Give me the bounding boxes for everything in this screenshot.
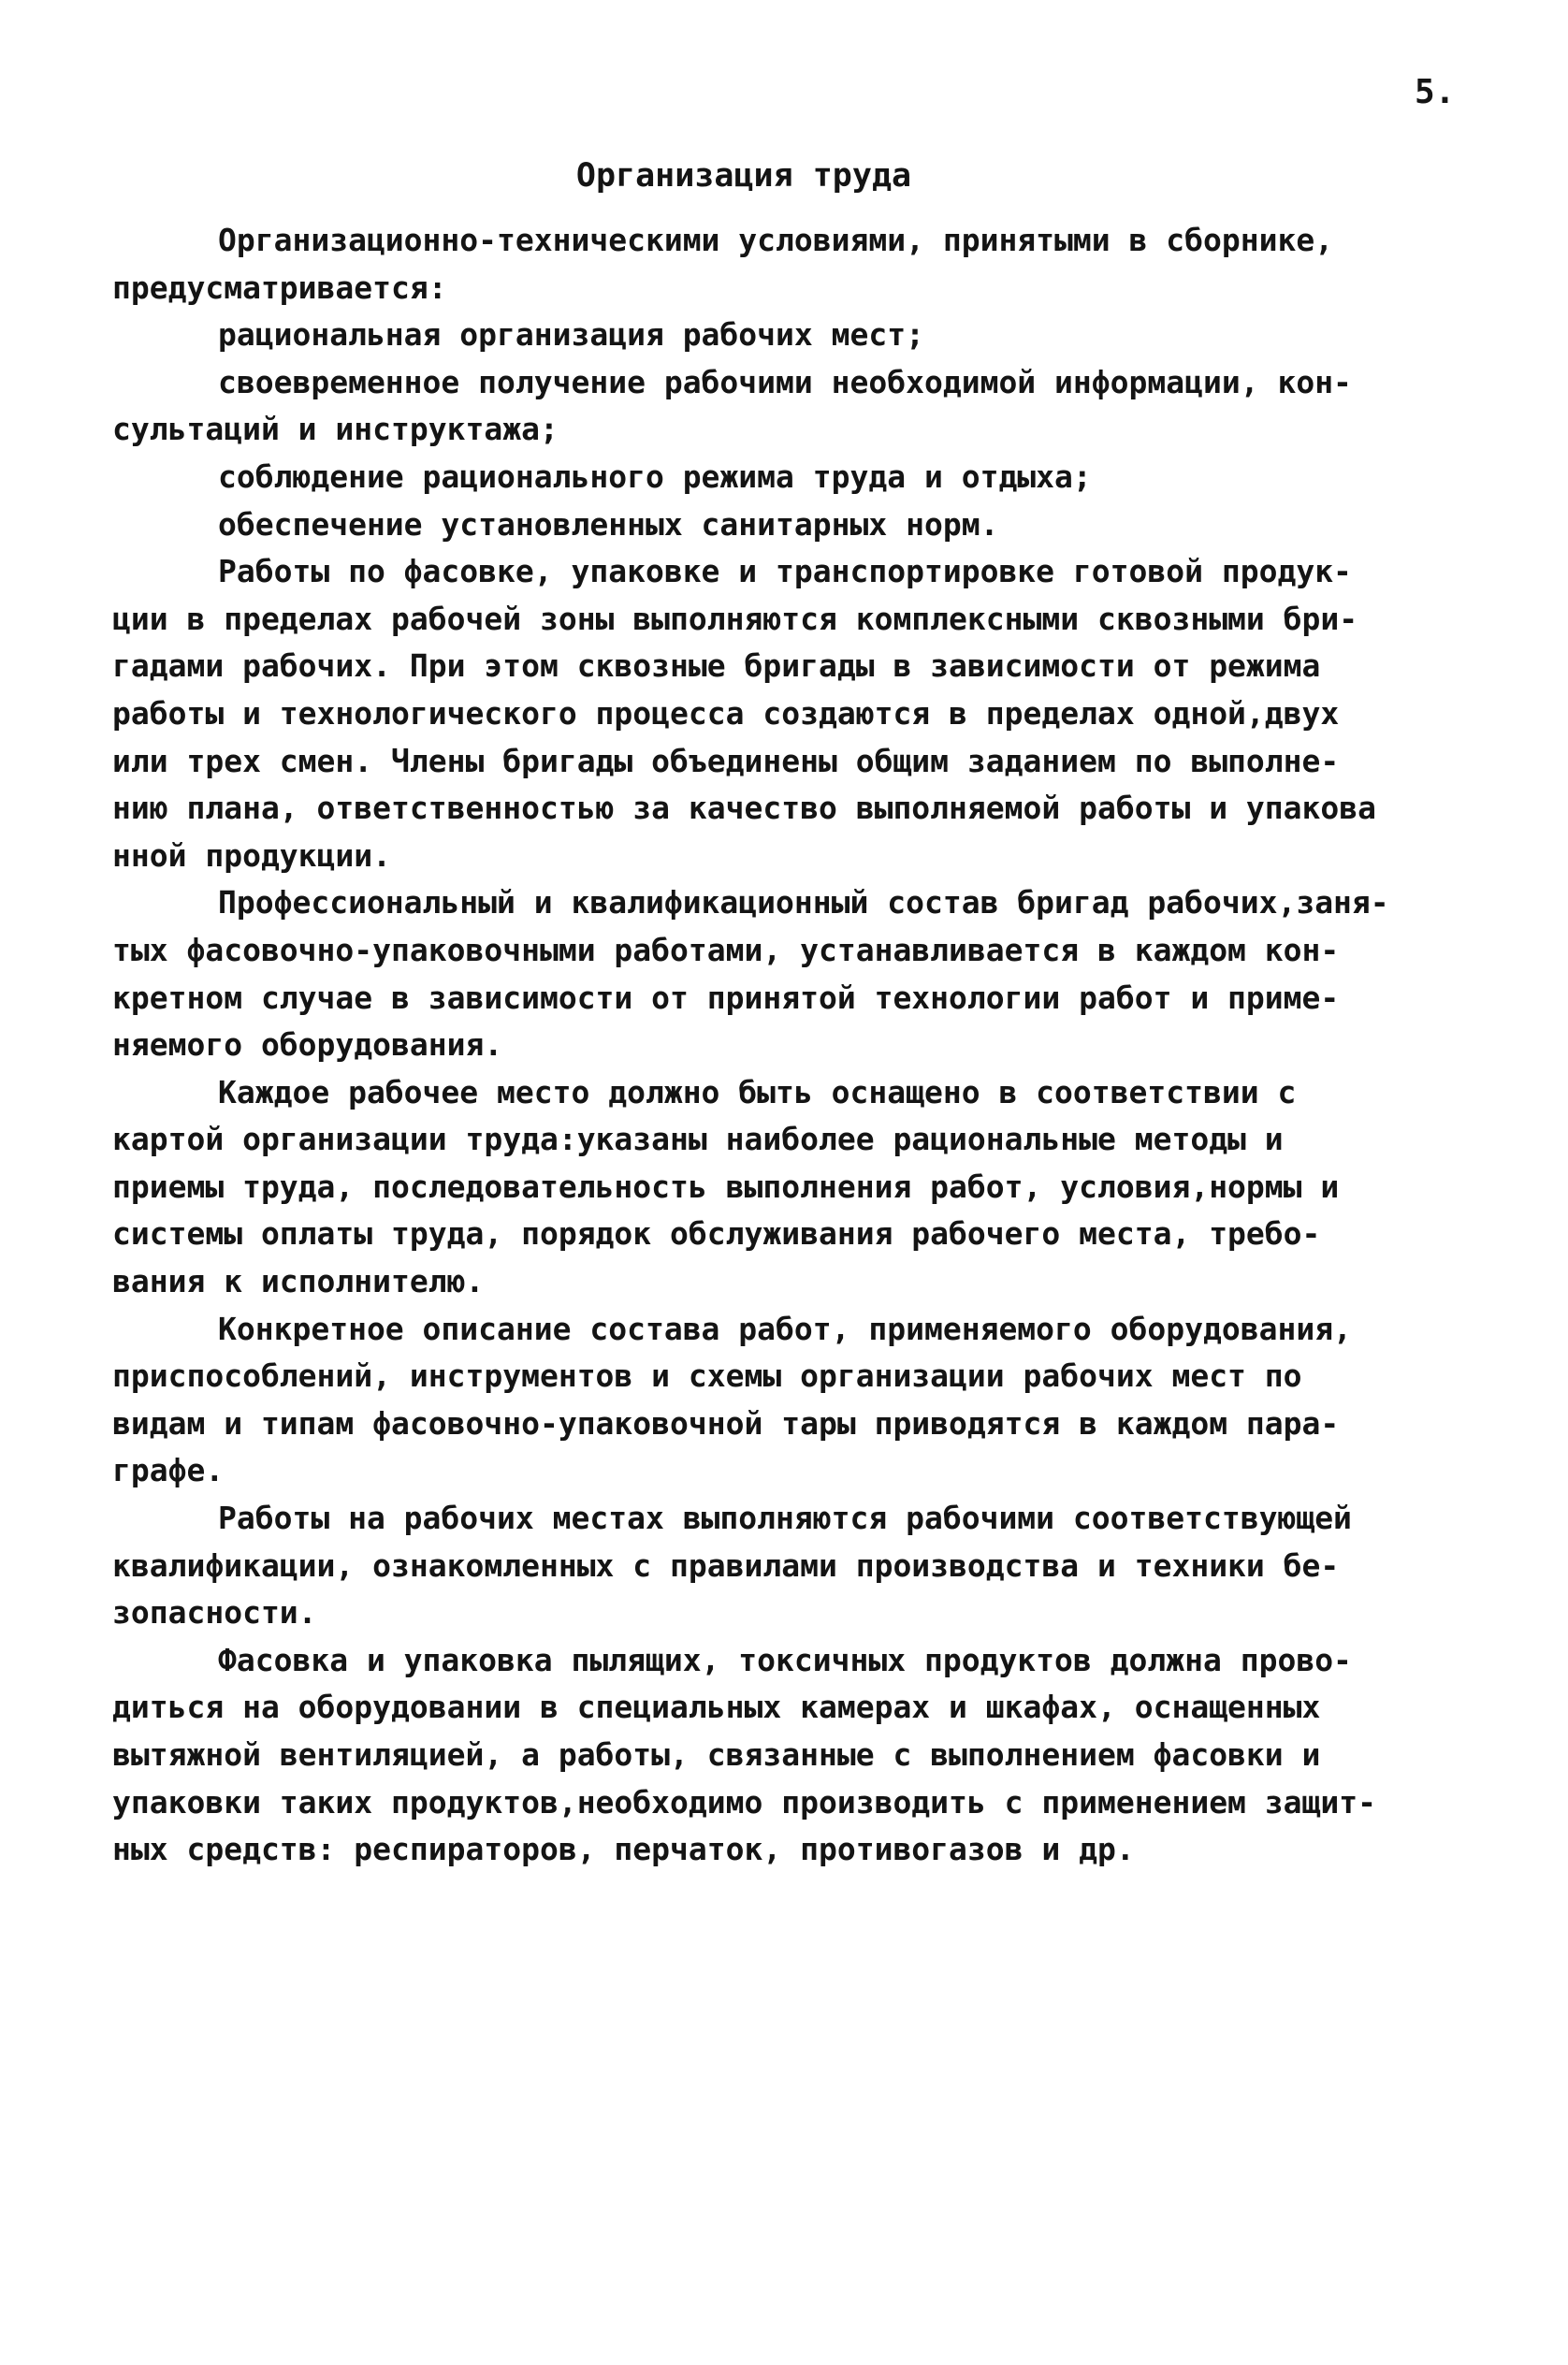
body-text: [112, 217, 1441, 1874]
text-line: нной продукции.: [112, 836, 392, 874]
text-line: няемого оборудования.: [112, 1026, 503, 1064]
text-line: или трех смен. Члены бригады объединены общим заданием по выполне-: [112, 742, 1340, 779]
section-title: Организация труда: [575, 157, 912, 195]
text-line: сультаций и инструктажа;: [112, 411, 559, 448]
text-line: тых фасовочно-упаковочными работами, устанавливается в каждом кон-: [112, 931, 1340, 968]
text-line: приспособлений, инструментов и схемы организации рабочих мест по: [112, 1357, 1302, 1395]
text-line: упаковки таких продуктов,необходимо производить с применением защит-: [112, 1783, 1377, 1821]
text-line: вания к исполнителю.: [112, 1263, 485, 1300]
text-line: системы оплаты труда, порядок обслуживания рабочего места, требо-: [112, 1215, 1321, 1253]
text-line: гадами рабочих. При этом сквозные бригады в зависимости от режима: [112, 647, 1321, 685]
text-line: зопасности.: [112, 1594, 317, 1632]
text-line: работы и технологического процесса создаются в пределах одной,двух: [112, 694, 1340, 732]
text-line: Организационно-техническими условиями, принятыми в сборнике,: [218, 222, 1334, 258]
text-line: картой организации труда:указаны наиболее рациональные методы и: [112, 1121, 1284, 1158]
text-line: Работы на рабочих местах выполняются рабочими соответствующей: [218, 1500, 1352, 1537]
text-line: приемы труда, последовательность выполнения работ, условия,нормы и: [112, 1168, 1340, 1205]
text-line: Фасовка и упаковка пылящих, токсичных продуктов должна прово-: [218, 1641, 1352, 1678]
text-line: вытяжной вентиляцией, а работы, связанные с выполнением фасовки и: [112, 1736, 1321, 1773]
text-line: своевременное получение рабочими необходимой информации, кон-: [218, 363, 1352, 400]
text-line: соблюдение рационального режима труда и отдыха;: [218, 457, 1092, 495]
text-line: Конкретное описание состава работ, применяемого оборудования,: [218, 1310, 1352, 1347]
text-line: рациональная организация рабочих мест;: [218, 316, 924, 354]
text-line: диться на оборудовании в специальных камерах и шкафах, оснащенных: [112, 1689, 1321, 1726]
text-line: ции в пределах рабочей зоны выполняются комплексными сквозными бри-: [112, 600, 1358, 637]
text-line: квалификации, ознакомленных с правилами производства и техники бе-: [112, 1546, 1340, 1584]
text-line: Профессиональный и квалификационный состав бригад рабочих,заня-: [218, 884, 1389, 921]
text-line: кретном случае в зависимости от принятой технологии работ и приме-: [112, 979, 1340, 1016]
text-line: Работы по фасовке, упаковке и транспортировке готовой продук-: [218, 553, 1352, 590]
text-line: нию плана, ответственностью за качество выполняемой работы и упакова: [112, 790, 1377, 827]
text-line: предусматривается:: [112, 268, 447, 306]
text-line: ных средств: респираторов, перчаток, противогазов и др.: [112, 1831, 1135, 1868]
text-line: графе.: [112, 1452, 225, 1489]
text-line: Каждое рабочее место должно быть оснащено в соответствии с: [218, 1073, 1297, 1110]
text-line: видам и типам фасовочно-упаковочной тары приводятся в каждом пара-: [112, 1404, 1340, 1442]
text-line: обеспечение установленных санитарных норм.: [218, 505, 999, 543]
page-number: 5.: [1415, 73, 1456, 111]
